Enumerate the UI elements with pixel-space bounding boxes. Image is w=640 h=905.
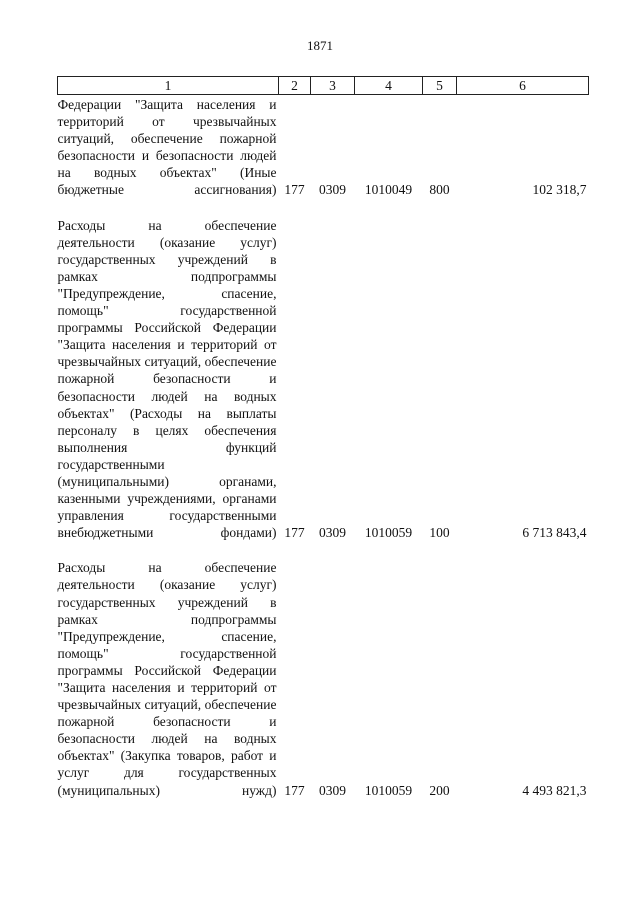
row-description: Расходы на обеспечение деятельности (оказание услуг) государственных учреждений в рамках подпрограммы "Предупреждение, спасение, помощь" государственной программы Российской Федерации "Защита населения и территорий от чрезвычайных ситуаций, обеспечение пожарной безопасности и безопасности людей на водных объектах" (Расходы на выплаты персоналу в целях обеспечения выполнения функций государственными (муниципальными) органами, казенными учреждениями, органами управления государственными внебюджетными фондами)	[57, 217, 277, 541]
row-section-code: 0309	[319, 525, 346, 541]
row-amount: 4 493 821,3	[522, 782, 587, 798]
row-amount: 6 713 843,4	[522, 525, 587, 541]
table-row	[58, 199, 589, 542]
page-number: 1871	[307, 38, 333, 53]
table-header	[58, 77, 589, 95]
header-col-1: 1	[58, 77, 279, 95]
row-description: Федерации "Защита населения и территорий от чрезвычайных ситуаций, обеспечение пожарной безопасности и безопасности людей на водных объектах" (Иные бюджетные ассигнования)	[57, 97, 277, 198]
row-section-code: 0309	[319, 182, 346, 198]
table-body	[58, 95, 589, 799]
header-col-5: 5	[423, 77, 457, 95]
row-target-code: 1010049	[364, 182, 413, 198]
row-amount: 102 318,7	[532, 182, 587, 198]
header-col-3: 3	[311, 77, 355, 95]
table-row	[58, 95, 589, 199]
header-row	[58, 77, 589, 95]
row-section-code: 0309	[319, 782, 346, 798]
header-col-6: 6	[457, 77, 589, 95]
row-target-code: 1010059	[364, 525, 413, 541]
header-col-4: 4	[355, 77, 423, 95]
row-ministry-code: 177	[284, 182, 305, 198]
header-col-2: 2	[279, 77, 311, 95]
row-expense-type-code: 100	[429, 525, 450, 541]
row-target-code: 1010059	[364, 782, 413, 798]
row-ministry-code: 177	[284, 782, 305, 798]
table-row	[58, 541, 589, 798]
row-expense-type-code: 800	[429, 182, 450, 198]
row-description: Расходы на обеспечение деятельности (оказание услуг) государственных учреждений в рамках подпрограммы "Предупреждение, спасение, помощь" государственной программы Российской Федерации "Защита населения и территорий от чрезвычайных ситуаций, обеспечение пожарной безопасности и безопасности людей на водных объектах" (Закупка товаров, работ и услуг для государственных (муниципальных) нужд)	[57, 560, 277, 798]
row-ministry-code: 177	[284, 525, 305, 541]
budget-table	[57, 76, 589, 799]
row-expense-type-code: 200	[429, 782, 450, 798]
